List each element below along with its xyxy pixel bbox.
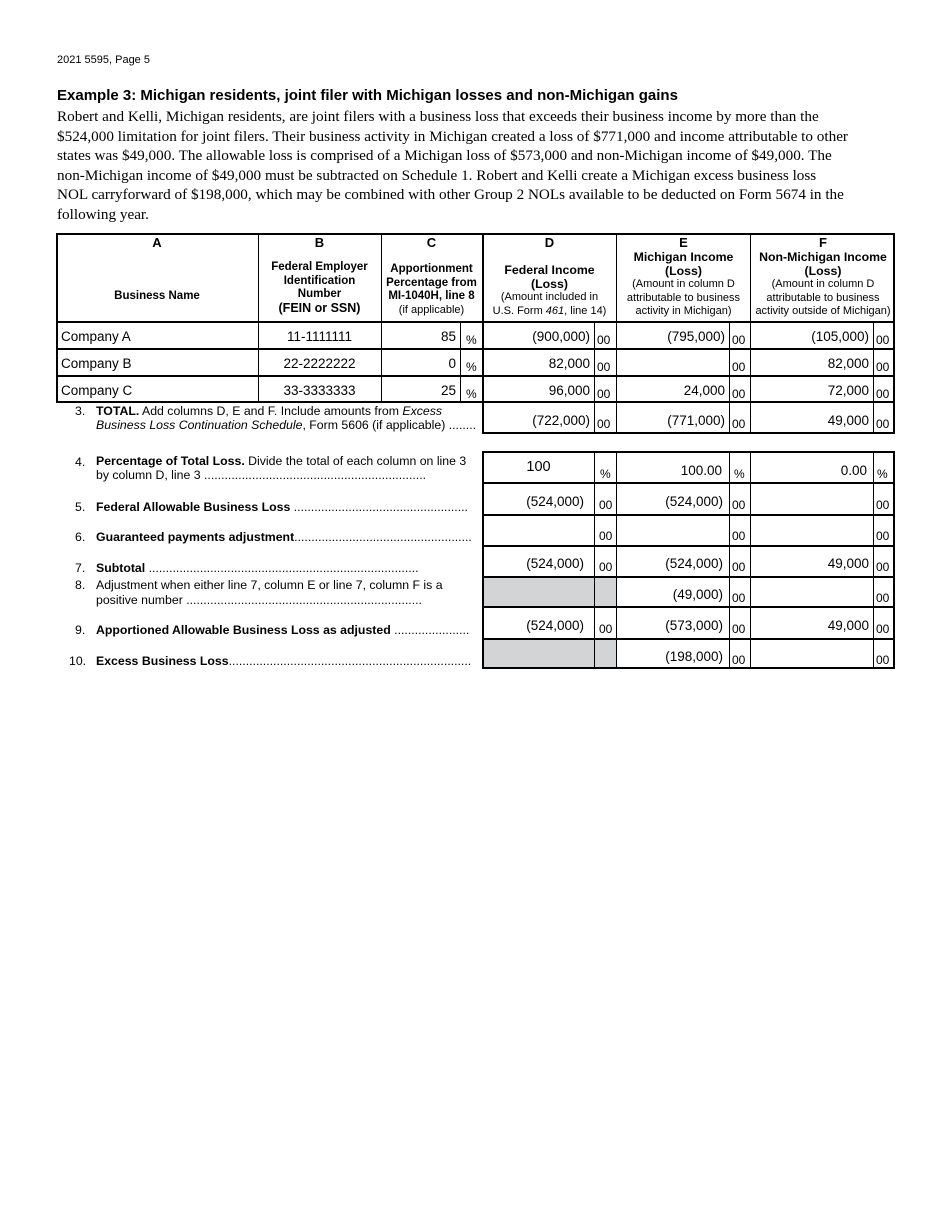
- pct-sign: %: [466, 360, 477, 374]
- line8-label: Adjustment when either line 7, column E or line 7, column F is a: [96, 578, 443, 592]
- row-divider: [482, 638, 895, 640]
- row-divider: [482, 514, 895, 516]
- line3-text: Add columns D, E and F. Include amounts from: [139, 404, 403, 418]
- pct-sign: %: [600, 467, 611, 481]
- col-e-header-line: (Loss): [665, 263, 702, 278]
- company-f: (105,000): [811, 329, 869, 344]
- row-divider: [482, 606, 895, 608]
- col-e-letter: E: [679, 235, 688, 250]
- cents: 00: [876, 529, 890, 543]
- line7-f: 49,000: [827, 556, 869, 571]
- col-c-header-line: (if applicable): [398, 303, 465, 316]
- company-fein: 11-1111111: [286, 329, 353, 344]
- col-b-header: [258, 261, 381, 315]
- company-f: 82,000: [827, 356, 869, 371]
- col-divider: [729, 452, 730, 668]
- line9-e: (573,000): [665, 618, 723, 633]
- cents: 00: [732, 417, 746, 431]
- col-e-header-line: activity in Michigan): [635, 305, 732, 317]
- row-divider: [56, 348, 895, 350]
- line6-bold: Guaranteed payments adjustment: [96, 530, 295, 544]
- line4-label-2: by column D, line 3 .................................................................: [96, 468, 427, 482]
- line7-bold: Subtotal: [96, 561, 146, 575]
- cents: 00: [732, 529, 746, 543]
- cents: 00: [599, 560, 613, 574]
- line7-dots: ...............................................................................: [145, 561, 419, 575]
- cents: 00: [876, 387, 890, 401]
- company-pct: 0: [448, 356, 456, 371]
- example-title: Example 3: Michigan residents, joint filer with Michigan losses and non-Michigan gains: [57, 87, 678, 104]
- line8-num: 8.: [75, 578, 86, 592]
- example-paragraph: [57, 107, 894, 225]
- pct-sign: %: [466, 387, 477, 401]
- row-divider: [56, 375, 895, 377]
- company-d: 96,000: [548, 383, 590, 398]
- cents: 00: [732, 653, 746, 667]
- cents: 00: [597, 360, 611, 374]
- row-divider: [56, 321, 895, 323]
- col-c-header: [381, 263, 482, 317]
- company-e: (795,000): [667, 329, 725, 344]
- line3-e: (771,000): [667, 413, 725, 428]
- cents: 00: [732, 360, 746, 374]
- col-a-letter: A: [152, 235, 162, 250]
- col-e-header-line: Michigan Income: [633, 250, 734, 264]
- line7-num: 7.: [75, 561, 86, 575]
- col-d-form-line: , line 14): [564, 304, 607, 317]
- cents: 00: [876, 498, 890, 512]
- line4-f: 0.00: [840, 463, 867, 478]
- line10-dots: .......................................................................: [228, 654, 472, 668]
- line9-d: (524,000): [526, 618, 584, 633]
- col-divider: [594, 452, 595, 668]
- line7-label: [96, 561, 419, 575]
- col-f-header-line: attributable to business: [766, 291, 880, 304]
- line3-label-2: [96, 418, 476, 432]
- row-divider: [482, 545, 895, 547]
- line5-label: [96, 500, 468, 514]
- line7-d: (524,000): [526, 556, 584, 571]
- col-d-header: [483, 264, 616, 318]
- col-e-header-line: (Amount in column D: [632, 278, 735, 290]
- cents: 00: [597, 417, 611, 431]
- line6-num: 6.: [75, 530, 86, 544]
- col-c-header-line: MI-1040H, line 8: [388, 290, 475, 302]
- line5-num: 5.: [75, 500, 86, 514]
- line3-label: [96, 404, 442, 418]
- line8-label-2: positive number .....................................................................: [96, 593, 422, 607]
- company-pct: 85: [440, 329, 456, 344]
- company-fein: 33-3333333: [283, 383, 356, 398]
- col-f-header-line: activity outside of Michigan): [755, 305, 891, 317]
- line9-dots: ......................: [390, 623, 470, 637]
- line5-dots: ...................................................: [290, 500, 468, 514]
- company-pct: 25: [440, 383, 456, 398]
- col-divider: [460, 322, 461, 402]
- line7-e: (524,000): [665, 556, 723, 571]
- line5-d: (524,000): [526, 494, 584, 509]
- col-d-letter: D: [544, 235, 555, 250]
- example-line: non-Michigan income of $49,000 must be subtracted on Schedule 1. Robert and Kelli create a Michigan excess business loss: [57, 166, 817, 184]
- col-a-title: Business Name: [114, 290, 200, 302]
- col-e-header-line: attributable to business: [626, 291, 741, 304]
- company-name: Company A: [61, 329, 131, 344]
- row-divider: [482, 482, 895, 484]
- cents: 00: [732, 387, 746, 401]
- cents: 00: [876, 360, 890, 374]
- example-line: Robert and Kelli, Michigan residents, are joint filers with a business loss that exceeds their business income by more than the: [57, 108, 819, 125]
- line3-text: , Form 5606 (if applicable) ........: [302, 418, 477, 432]
- company-e: 24,000: [683, 383, 725, 398]
- col-b-header-line: Federal Employer: [271, 261, 368, 273]
- example-line: states was $49,000. The allowable loss is comprised of a Michigan loss of $573,000 and non-Michigan income of $49,000. The: [57, 147, 832, 165]
- line8-e: (49,000): [672, 587, 723, 602]
- line4-d: 100: [526, 459, 551, 475]
- pct-sign: %: [877, 467, 888, 481]
- cents: 00: [876, 417, 890, 431]
- col-d-header-line: (Loss): [531, 276, 568, 291]
- col-f-header-line: (Loss): [804, 263, 842, 278]
- line4-text: Divide the total of each column on line 3: [244, 454, 467, 468]
- col-d-form-text: U.S. Form: [492, 304, 546, 317]
- cents: 00: [876, 591, 890, 605]
- cents: 00: [876, 560, 890, 574]
- cents: 00: [732, 622, 746, 636]
- line4-e: 100.00: [680, 463, 722, 478]
- company-name: Company C: [61, 383, 133, 398]
- company-d: 82,000: [548, 356, 590, 371]
- line6-label: [96, 530, 472, 544]
- company-name: Company B: [61, 356, 132, 371]
- line9-label: [96, 623, 469, 637]
- line10-bold: Excess Business Loss: [96, 654, 229, 668]
- row-divider: [482, 576, 895, 578]
- pct-sign: %: [734, 467, 745, 481]
- col-f-header: [751, 251, 895, 319]
- cents: 00: [732, 560, 746, 574]
- col-d-header-line: (Amount included in: [500, 291, 599, 303]
- col-f-header-line: Non-Michigan Income: [759, 250, 887, 264]
- company-fein: 22-2222222: [283, 356, 356, 371]
- line10-num: 10.: [69, 654, 87, 668]
- col-b-header-line: Identification: [283, 274, 356, 287]
- line3-f: 49,000: [827, 413, 869, 428]
- line4-bold: Percentage of Total Loss.: [96, 454, 245, 468]
- line10-label: [96, 654, 471, 668]
- col-f-letter: F: [819, 235, 827, 250]
- col-c-letter: C: [426, 235, 437, 250]
- company-d: (900,000): [532, 329, 590, 344]
- cents: 00: [876, 622, 890, 636]
- line5-e: (524,000): [665, 494, 723, 509]
- page-header: 2021 5595, Page 5: [57, 54, 150, 66]
- example-line: following year.: [57, 205, 149, 223]
- col-b-header-line: Number: [297, 288, 342, 300]
- cents: 00: [732, 498, 746, 512]
- line6-dots: ....................................................: [294, 530, 472, 544]
- col-d-header-line: [483, 305, 616, 319]
- line9-bold: Apportioned Allowable Business Loss as adjusted: [96, 623, 391, 637]
- cents: 00: [599, 529, 613, 543]
- cents: 00: [732, 333, 746, 347]
- cents: 00: [599, 622, 613, 636]
- line9-f: 49,000: [827, 618, 869, 633]
- line3-italic: Business Loss Continuation Schedule: [96, 418, 303, 432]
- col-c-header-line: Apportionment: [390, 263, 473, 275]
- col-d-header-line: Federal Income: [504, 263, 595, 277]
- cents: 00: [732, 591, 746, 605]
- pct-sign: %: [466, 333, 477, 347]
- line10-e: (198,000): [665, 649, 723, 664]
- cents: 00: [876, 653, 890, 667]
- col-c-header-line: Percentage from: [386, 276, 477, 289]
- example-line: $524,000 limitation for joint filers. Their business activity in Michigan created a loss of $771,000 and income attributable to other: [57, 127, 848, 145]
- col-f-header-line: (Amount in column D: [771, 278, 875, 290]
- col-b-letter: B: [314, 235, 325, 250]
- line3-bold: TOTAL.: [96, 404, 140, 418]
- line4-label: [96, 454, 466, 468]
- example-line: NOL carryforward of $198,000, which may be combined with other Group 2 NOLs available to be deducted on Form 5674 in the: [57, 186, 844, 204]
- col-b-header-line: (FEIN or SSN): [278, 300, 361, 315]
- cents: 00: [597, 333, 611, 347]
- cents: 00: [599, 498, 613, 512]
- cents: 00: [876, 333, 890, 347]
- line5-bold: Federal Allowable Business Loss: [96, 500, 291, 514]
- col-e-header: [617, 251, 750, 319]
- line9-num: 9.: [75, 623, 86, 637]
- line3-italic: Excess: [402, 404, 443, 418]
- line3-d: (722,000): [532, 413, 590, 428]
- line3-num: 3.: [75, 404, 86, 418]
- col-divider: [873, 452, 874, 668]
- company-f: 72,000: [827, 383, 869, 398]
- col-d-form-number: 461: [545, 304, 565, 317]
- line4-num: 4.: [75, 455, 86, 469]
- cents: 00: [597, 387, 611, 401]
